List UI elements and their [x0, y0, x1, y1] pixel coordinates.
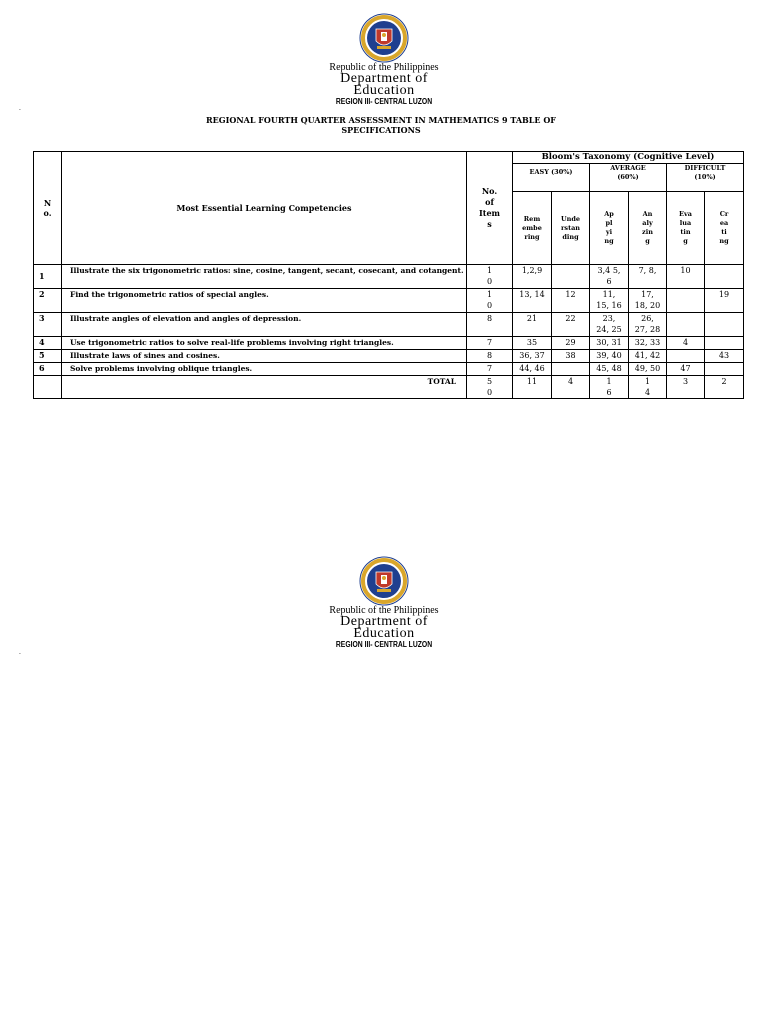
row-evaluating: [667, 313, 705, 337]
table-row: [34, 289, 744, 313]
header-analyzing: An aly zin g: [629, 192, 667, 265]
department-text-2-line2: Education: [353, 626, 415, 641]
total-applying: 1 6: [590, 376, 629, 399]
total-items: 5 0: [467, 376, 513, 399]
row-items: 1 0: [467, 265, 513, 289]
row-no: 2: [34, 289, 62, 313]
header-items: No. of Item s: [467, 152, 513, 265]
table-row: [34, 265, 744, 289]
row-remembering: 13, 14: [513, 289, 552, 313]
row-competency: Illustrate angles of elevation and angles of depression.: [62, 313, 467, 337]
table-row: [34, 350, 744, 363]
row-applying: 23, 24, 25: [590, 313, 629, 337]
row-applying: 11, 15, 16: [590, 289, 629, 313]
row-items: 7: [467, 363, 513, 376]
row-items: 8: [467, 313, 513, 337]
department-text: Department of: [340, 71, 428, 86]
total-remembering: 11: [513, 376, 552, 399]
header-easy: EASY (30%): [513, 164, 590, 192]
row-remembering: 21: [513, 313, 552, 337]
row-competency: Find the trigonometric ratios of special angles.: [62, 289, 467, 313]
title-line-2: SPECIFICATIONS: [341, 125, 421, 135]
region-text: REGION III- CENTRAL LUZON: [335, 97, 433, 106]
title-line-1: REGIONAL FOURTH QUARTER ASSESSMENT IN MATHEMATICS 9 TABLE OF: [206, 115, 556, 125]
row-analyzing: 17, 18, 20: [629, 289, 667, 313]
row-evaluating: 47: [667, 363, 705, 376]
department-text-2: Department of: [340, 614, 428, 629]
row-understanding: 38: [552, 350, 590, 363]
row-no: 1: [34, 265, 62, 289]
deped-seal-logo: [359, 13, 409, 63]
row-analyzing: 41, 42: [629, 350, 667, 363]
stray-dot-2: .: [19, 649, 21, 656]
deped-seal-logo-2: [359, 556, 409, 606]
header-no: N o.: [34, 152, 62, 265]
region-text-2: REGION III- CENTRAL LUZON: [335, 640, 433, 649]
row-understanding: 22: [552, 313, 590, 337]
table-of-specifications: [33, 151, 744, 399]
row-no: 4: [34, 337, 62, 350]
row-evaluating: [667, 350, 705, 363]
row-creating: 19: [705, 289, 744, 313]
header-blooms: Bloom's Taxonomy (Cognitive Level): [513, 152, 744, 164]
row-analyzing: 32, 33: [629, 337, 667, 350]
row-creating: [705, 363, 744, 376]
row-understanding: [552, 265, 590, 289]
stray-dot: .: [19, 105, 21, 112]
row-competency: Use trigonometric ratios to solve real-life problems involving right triangles.: [62, 337, 467, 350]
row-remembering: 35: [513, 337, 552, 350]
row-analyzing: 7, 8,: [629, 265, 667, 289]
total-label: TOTAL: [62, 376, 467, 399]
row-no: 3: [34, 313, 62, 337]
row-applying: 30, 31: [590, 337, 629, 350]
row-creating: [705, 265, 744, 289]
row-evaluating: 10: [667, 265, 705, 289]
row-applying: 39, 40: [590, 350, 629, 363]
header-competency: Most Essential Learning Competencies: [62, 152, 467, 265]
row-no: 6: [34, 363, 62, 376]
table-row: [34, 337, 744, 350]
row-evaluating: [667, 289, 705, 313]
row-applying: 45, 48: [590, 363, 629, 376]
row-remembering: 36, 37: [513, 350, 552, 363]
row-items: 8: [467, 350, 513, 363]
row-creating: [705, 313, 744, 337]
total-evaluating: 3: [667, 376, 705, 399]
row-no: 5: [34, 350, 62, 363]
table-row: [34, 313, 744, 337]
header-evaluating: Eva lua tin g: [667, 192, 705, 265]
total-understanding: 4: [552, 376, 590, 399]
department-text-line2: Education: [353, 83, 415, 98]
table-row: [34, 363, 744, 376]
row-competency: Solve problems involving oblique triangles.: [62, 363, 467, 376]
header-average: AVERAGE (60%): [590, 164, 667, 192]
header-understanding: Unde rstan ding: [552, 192, 590, 265]
total-analyzing: 1 4: [629, 376, 667, 399]
row-applying: 3,4 5, 6: [590, 265, 629, 289]
total-creating: 2: [705, 376, 744, 399]
row-understanding: 29: [552, 337, 590, 350]
row-analyzing: 26, 27, 28: [629, 313, 667, 337]
row-understanding: 12: [552, 289, 590, 313]
header-applying: Ap pl yi ng: [590, 192, 629, 265]
header-creating: Cr ea ti ng: [705, 192, 744, 265]
republic-text-2: Republic of the Philippines: [329, 605, 439, 616]
row-understanding: [552, 363, 590, 376]
row-items: 7: [467, 337, 513, 350]
republic-text: Republic of the Philippines: [329, 62, 439, 73]
row-analyzing: 49, 50: [629, 363, 667, 376]
row-evaluating: 4: [667, 337, 705, 350]
row-competency: Illustrate the six trigonometric ratios: sine, cosine, tangent, secant, cosecant, and cotangent.: [62, 265, 467, 289]
row-creating: 43: [705, 350, 744, 363]
header-difficult: DIFFICULT (10%): [667, 164, 744, 192]
row-creating: [705, 337, 744, 350]
table-row-total: [34, 376, 744, 399]
row-remembering: 44, 46: [513, 363, 552, 376]
header-remembering: Rem embe ring: [513, 192, 552, 265]
row-competency: Illustrate laws of sines and cosines.: [62, 350, 467, 363]
total-no-cell: [34, 376, 62, 399]
row-items: 1 0: [467, 289, 513, 313]
document-title: [190, 115, 572, 135]
row-remembering: 1,2,9: [513, 265, 552, 289]
